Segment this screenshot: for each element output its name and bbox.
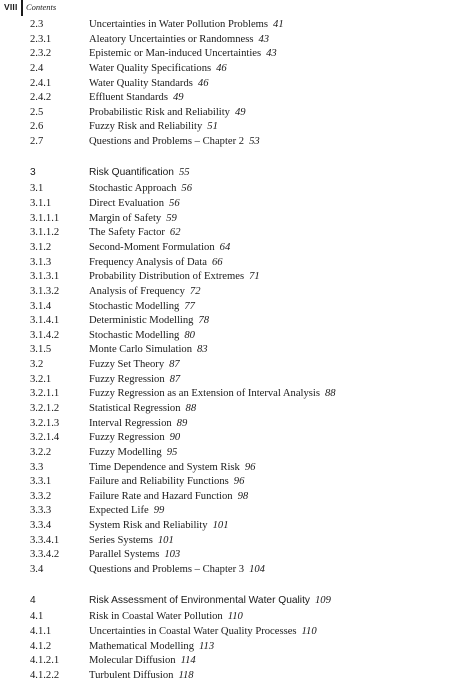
toc-entry-page: 87 — [169, 359, 180, 370]
toc-entry-page: 96 — [233, 476, 245, 487]
toc-entry-page: 71 — [249, 271, 260, 282]
toc-entry-page: 56 — [169, 198, 180, 209]
toc-entry-page: 43 — [258, 34, 270, 45]
toc-entry-number: 3.1.1 — [30, 198, 52, 209]
toc-entry-title-text: Stochastic Modelling — [89, 301, 180, 312]
toc-entry-title-text: Uncertainties in Water Pollution Problems — [89, 19, 269, 30]
toc-entry-title-text: Parallel Systems — [89, 549, 160, 560]
toc-entry-page: 78 — [198, 315, 210, 326]
toc-entry-title — [89, 358, 180, 372]
toc-entry-title-text: Expected Life — [89, 505, 149, 516]
toc-entry-title-text: Risk in Coastal Water Pollution — [89, 611, 223, 622]
toc-entry[interactable] — [0, 197, 453, 211]
toc-entry-title-text: Uncertainties in Coastal Water Quality Processes — [89, 626, 297, 637]
toc-entry-number: 2.4.1 — [30, 78, 52, 89]
toc-entry-title — [89, 563, 265, 577]
toc-entry-title-text: Margin of Safety — [89, 213, 162, 224]
toc-entry[interactable] — [0, 18, 453, 32]
toc-entry-title-text: Fuzzy Regression — [89, 432, 165, 443]
toc-entry-number: 2.4 — [30, 63, 44, 74]
toc-entry-title-text: Aleatory Uncertainties or Randomness — [89, 34, 254, 45]
toc-entry-title-text: Questions and Problems – Chapter 2 — [89, 136, 245, 147]
toc-entry-page: 89 — [176, 418, 188, 429]
toc-entry-title — [89, 417, 187, 431]
toc-entry[interactable] — [0, 314, 453, 328]
toc-entry-title-text: Water Quality Standards — [89, 78, 193, 89]
toc-chapter-entry[interactable] — [0, 594, 453, 608]
toc-entry[interactable] — [0, 285, 453, 299]
toc-entry-number: 4.1.1 — [30, 626, 52, 637]
toc-entry-page: 46 — [216, 63, 227, 74]
toc-entry-page: 59 — [166, 213, 177, 224]
toc-entry[interactable] — [0, 212, 453, 226]
toc-entry[interactable] — [0, 654, 453, 668]
toc-entry-number: 3.3.4 — [30, 520, 52, 531]
toc-entry-title — [89, 33, 269, 47]
toc-entry-title — [89, 241, 230, 255]
toc-entry-page: 51 — [207, 121, 218, 132]
toc-entry-title-text: Second-Moment Formulation — [89, 242, 215, 253]
toc-entry-title — [89, 62, 227, 76]
header-divider — [21, 0, 23, 16]
toc-entry-page: 72 — [189, 286, 201, 297]
toc-entry[interactable] — [0, 402, 453, 416]
toc-entry[interactable] — [0, 373, 453, 387]
toc-entry-title — [89, 373, 180, 387]
toc-entry-title — [89, 135, 260, 149]
toc-entry[interactable] — [0, 300, 453, 314]
toc-entry[interactable] — [0, 446, 453, 460]
toc-entry-number: 3.3.3 — [30, 505, 52, 516]
toc-entry-title-text: Fuzzy Risk and Reliability — [89, 121, 203, 132]
toc-entry-number: 3.4 — [30, 564, 44, 575]
toc-entry-number: 2.5 — [30, 107, 44, 118]
toc-entry-page: 49 — [172, 92, 184, 103]
toc-entry-page: 87 — [169, 374, 181, 385]
toc-entry[interactable] — [0, 329, 453, 343]
toc-entry-page: 88 — [324, 388, 336, 399]
toc-entry-title-text: Statistical Regression — [89, 403, 181, 414]
toc-entry-page: 96 — [244, 462, 256, 473]
toc-entry-number: 2.3 — [30, 19, 44, 30]
toc-entry-number: 3.2.1.1 — [30, 388, 60, 399]
toc-entry-page: 104 — [249, 564, 265, 575]
toc-entry[interactable] — [0, 640, 453, 654]
toc-entry-number: 3.1.3 — [30, 257, 52, 268]
toc-entry-title — [89, 106, 246, 120]
toc-entry-page: 113 — [199, 641, 215, 652]
toc-entry-number: 3.1.5 — [30, 344, 52, 355]
toc-entry-page: 118 — [178, 670, 194, 681]
toc-entry-title — [89, 314, 209, 328]
toc-entry[interactable] — [0, 77, 453, 91]
toc-entry[interactable] — [0, 62, 453, 76]
toc-entry-title — [89, 47, 277, 61]
toc-entry-number: 3.1.4.1 — [30, 315, 60, 326]
toc-entry-title — [89, 625, 317, 639]
toc-entry[interactable] — [0, 387, 453, 401]
toc-entry-title — [89, 285, 201, 299]
toc-entry-title-text: Epistemic or Man-induced Uncertainties — [89, 48, 262, 59]
toc-entry-title — [89, 548, 180, 562]
toc-entry-number: 3.3.1 — [30, 476, 52, 487]
toc-entry-page: 53 — [249, 136, 260, 147]
toc-entry-title — [89, 610, 243, 624]
toc-entry-title-text: Time Dependence and System Risk — [89, 462, 240, 473]
toc-entry-title — [89, 120, 218, 134]
toc-entry[interactable] — [0, 417, 453, 431]
toc-entry-number: 4.1 — [30, 611, 44, 622]
toc-entry-title — [89, 654, 196, 668]
toc-entry[interactable] — [0, 226, 453, 240]
toc-entry-page: 95 — [166, 447, 178, 458]
toc-entry-page: 41 — [273, 19, 284, 30]
toc-entry-number: 4.1.2 — [30, 641, 52, 652]
toc-entry-title — [89, 402, 196, 416]
toc-entry-title-text: Frequency Analysis of Data — [89, 257, 207, 268]
toc-entry-number: 2.3.2 — [30, 48, 52, 59]
toc-entry-title — [89, 504, 164, 518]
toc-entry-page: 66 — [211, 257, 223, 268]
toc-entry[interactable] — [0, 120, 453, 134]
toc-entry[interactable] — [0, 431, 453, 445]
toc-entry[interactable] — [0, 33, 453, 47]
toc-entry-number: 3.3.2 — [30, 491, 52, 502]
toc-entry-title — [89, 594, 331, 608]
toc-entry-number: 3.2.1.4 — [30, 432, 60, 443]
toc-chapter-entry[interactable] — [0, 166, 453, 180]
toc-entry-page: 83 — [197, 344, 208, 355]
toc-entry-title — [89, 197, 180, 211]
toc-entry-page: 46 — [197, 78, 209, 89]
toc-entry-page: 110 — [301, 626, 317, 637]
toc-entry[interactable] — [0, 610, 453, 624]
toc-entry[interactable] — [0, 625, 453, 639]
toc-entry-page: 55 — [178, 167, 190, 178]
toc-entry-number: 3.1.1.1 — [30, 213, 60, 224]
toc-entry-page: 56 — [181, 183, 192, 194]
toc-entry[interactable] — [0, 490, 453, 504]
toc-entry-number: 2.7 — [30, 136, 44, 147]
toc-entry-page: 101 — [157, 535, 174, 546]
toc-entry-title — [89, 270, 260, 284]
toc-entry-title — [89, 91, 184, 105]
toc-entry-page: 64 — [219, 242, 231, 253]
toc-entry-page: 62 — [169, 227, 181, 238]
toc-entry-number: 3.2.1.3 — [30, 418, 60, 429]
toc-entry-title-text: Fuzzy Modelling — [89, 447, 162, 458]
toc-entry-title — [89, 343, 208, 357]
toc-entry-title-text: Probabilistic Risk and Reliability — [89, 107, 230, 118]
toc-entry[interactable] — [0, 358, 453, 372]
toc-entry[interactable] — [0, 182, 453, 196]
toc-entry[interactable] — [0, 519, 453, 533]
toc-entry-title — [89, 387, 336, 401]
toc-entry-number: 3.2.2 — [30, 447, 52, 458]
toc-entry-title-text: Risk Assessment of Environmental Water Quality — [89, 595, 310, 606]
toc-entry[interactable] — [0, 461, 453, 475]
toc-entry-title-text: Questions and Problems – Chapter 3 — [89, 564, 245, 575]
toc-entry-title — [89, 182, 192, 196]
toc-entry-title — [89, 431, 180, 445]
toc-entry-title — [89, 519, 228, 533]
toc-entry-title-text: Stochastic Modelling — [89, 330, 180, 341]
toc-entry[interactable] — [0, 135, 453, 149]
toc-entry-title — [89, 461, 255, 475]
toc-entry-title — [89, 212, 177, 226]
page-number: VIII — [4, 2, 18, 12]
toc-entry[interactable] — [0, 270, 453, 284]
toc-entry-title — [89, 446, 177, 460]
running-head: Contents — [26, 2, 57, 12]
toc-entry[interactable] — [0, 241, 453, 255]
toc-entry-title-text: Series Systems — [89, 535, 153, 546]
toc-entry-number: 3.1 — [30, 183, 44, 194]
toc-entry-number: 4.1.2.2 — [30, 670, 60, 681]
toc-entry-title — [89, 329, 195, 343]
toc-entry-title-text: Effluent Standards — [89, 92, 168, 103]
toc-entry-page: 90 — [169, 432, 181, 443]
toc-entry[interactable] — [0, 504, 453, 518]
toc-entry-page: 49 — [234, 107, 246, 118]
toc-entry[interactable] — [0, 91, 453, 105]
toc-entry-page: 80 — [184, 330, 195, 341]
toc-entry[interactable] — [0, 343, 453, 357]
toc-entry-title — [89, 475, 244, 489]
toc-entry-title-text: Direct Evaluation — [89, 198, 165, 209]
toc-entry-number: 4.1.2.1 — [30, 655, 60, 666]
toc-entry[interactable] — [0, 106, 453, 120]
toc-entry-number: 2.4.2 — [30, 92, 52, 103]
toc-entry-number: 3.3 — [30, 462, 44, 473]
toc-entry-number: 3.2.1.2 — [30, 403, 60, 414]
toc-entry-title-text: Probability Distribution of Extremes — [89, 271, 245, 282]
toc-entry-page: 88 — [185, 403, 197, 414]
toc-entry[interactable] — [0, 47, 453, 61]
toc-entry-title-text: System Risk and Reliability — [89, 520, 208, 531]
toc-entry[interactable] — [0, 475, 453, 489]
toc-entry-title-text: Stochastic Approach — [89, 183, 177, 194]
toc-entry-number: 3.1.3.2 — [30, 286, 60, 297]
toc-entry-number: 3.2.1 — [30, 374, 52, 385]
toc-entry-page: 110 — [227, 611, 243, 622]
toc-entry-number: 3.1.3.1 — [30, 271, 60, 282]
toc-entry-number: 3.3.4.1 — [30, 535, 60, 546]
toc-entry-page: 98 — [237, 491, 249, 502]
toc-entry-title-text: Molecular Diffusion — [89, 655, 176, 666]
toc-entry-title — [89, 534, 174, 548]
toc-entry-title — [89, 300, 195, 314]
toc-entry-title — [89, 640, 214, 654]
toc-entry-title — [89, 166, 190, 180]
toc-entry-number: 3 — [30, 167, 36, 178]
toc-entry-page: 99 — [153, 505, 165, 516]
toc-entry-number: 3.1.1.2 — [30, 227, 60, 238]
toc-entry[interactable] — [0, 256, 453, 270]
toc-entry-number: 4 — [30, 595, 36, 606]
toc-entry-title — [89, 490, 248, 504]
toc-entry-title-text: Fuzzy Set Theory — [89, 359, 165, 370]
toc-entry-title-text: Mathematical Modelling — [89, 641, 195, 652]
toc-entry-title-text: Interval Regression — [89, 418, 172, 429]
toc-entry[interactable] — [0, 534, 453, 548]
toc-entry-title-text: Fuzzy Regression as an Extension of Interval Analysis — [89, 388, 320, 399]
toc-entry[interactable] — [0, 669, 453, 683]
toc-entry-page: 43 — [266, 48, 277, 59]
toc-entry-title — [89, 18, 284, 32]
toc-entry-title-text: Risk Quantification — [89, 167, 174, 178]
toc-entry-page: 103 — [164, 549, 181, 560]
toc-entry-number: 2.6 — [30, 121, 44, 132]
toc-entry-number: 3.1.2 — [30, 242, 52, 253]
toc-entry-number: 3.1.4 — [30, 301, 52, 312]
toc-entry-page: 109 — [315, 595, 331, 606]
toc-entry-title-text: Analysis of Frequency — [89, 286, 185, 297]
toc-entry-number: 2.3.1 — [30, 34, 52, 45]
toc-entry-number: 3.1.4.2 — [30, 330, 60, 341]
toc-entry[interactable] — [0, 563, 453, 577]
toc-entry-page: 114 — [180, 655, 196, 666]
toc-entry-title — [89, 669, 194, 683]
toc-entry-title-text: Water Quality Specifications — [89, 63, 212, 74]
toc-entry-title-text: Deterministic Modelling — [89, 315, 194, 326]
toc-entry-page: 77 — [184, 301, 195, 312]
toc-entry-title-text: Monte Carlo Simulation — [89, 344, 192, 355]
toc-entry-title-text: The Safety Factor — [89, 227, 165, 238]
toc-entry-title — [89, 256, 223, 270]
toc-entry-title — [89, 226, 181, 240]
toc-entry-number: 3.2 — [30, 359, 44, 370]
toc-entry-title — [89, 77, 208, 91]
toc-entry[interactable] — [0, 548, 453, 562]
toc-entry-title-text: Fuzzy Regression — [89, 374, 165, 385]
toc-entry-title-text: Failure Rate and Hazard Function — [89, 491, 233, 502]
page-header — [0, 0, 453, 16]
toc-entry-title-text: Turbulent Diffusion — [89, 670, 174, 681]
toc-entry-number: 3.3.4.2 — [30, 549, 60, 560]
toc-entry-page: 101 — [212, 520, 229, 531]
toc-entry-title-text: Failure and Reliability Functions — [89, 476, 229, 487]
